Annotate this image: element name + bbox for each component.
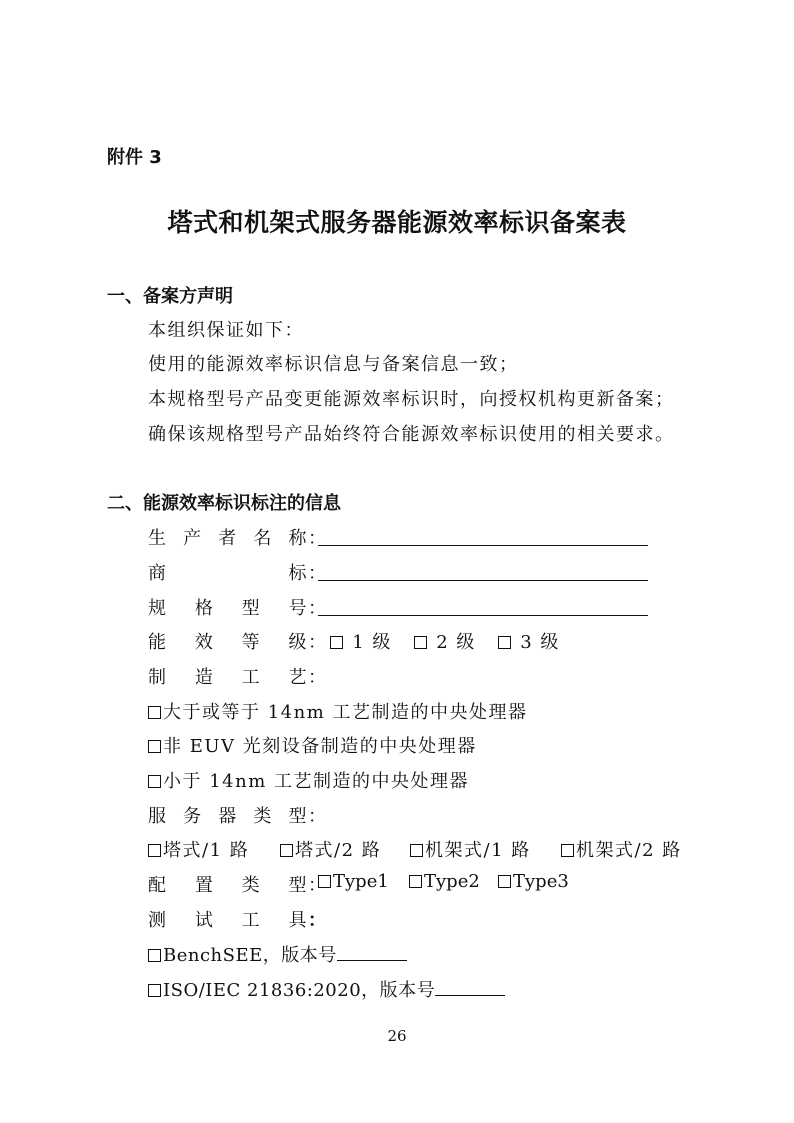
producer-name-field[interactable] [318, 527, 648, 546]
model-row [148, 594, 328, 620]
server-type-option[interactable] [148, 836, 249, 862]
label-char: 工 [241, 910, 262, 931]
checkbox-icon[interactable] [330, 636, 343, 649]
label-char: 服 [148, 806, 168, 827]
brand-label [148, 559, 308, 585]
process-row [148, 663, 328, 689]
label-char: 规 [148, 598, 168, 619]
label-char: 产 [183, 528, 203, 549]
label-char: 名 [253, 528, 273, 549]
checkbox-icon[interactable] [318, 875, 331, 888]
test-tool-option[interactable] [148, 941, 407, 967]
label-char: 型 [288, 875, 308, 896]
page-number: 26 [387, 1027, 407, 1045]
server-type-option-label: 机架式/1 路 [425, 840, 531, 861]
server-type-row [148, 802, 328, 828]
server-type-option[interactable] [410, 836, 531, 862]
test-tool-row [148, 906, 328, 932]
server-type-option-label: 塔式/1 路 [163, 840, 250, 861]
version-field[interactable] [435, 977, 505, 996]
label-char: 配 [148, 875, 168, 896]
producer-label [148, 524, 308, 550]
checkbox-icon[interactable] [148, 949, 161, 962]
test-tool-option-label: ISO/IEC 21836:2020，版本号 [163, 980, 436, 1001]
label-char: 类 [253, 806, 273, 827]
declaration-line: 本组织保证如下： [148, 320, 304, 341]
checkbox-icon[interactable] [280, 844, 293, 857]
config-type-option[interactable] [409, 871, 480, 892]
checkbox-icon[interactable] [410, 844, 423, 857]
section1-heading: 一、备案方声明 [107, 286, 233, 307]
checkbox-icon[interactable] [498, 875, 511, 888]
grade-row [148, 628, 328, 654]
checkbox-icon[interactable] [148, 706, 161, 719]
label-char: 务 [183, 806, 203, 827]
grade-label [148, 628, 308, 654]
label-char: 造 [194, 667, 215, 688]
label-char: 能 [148, 632, 168, 653]
process-option-label: 大于或等于 14nm 工艺制造的中央处理器 [163, 702, 528, 723]
test-tool-option[interactable] [148, 976, 505, 1002]
colon: ： [308, 563, 328, 584]
declaration-line: 本规格型号产品变更能源效率标识时，向授权机构更新备案； [148, 389, 675, 410]
attachment-label [107, 143, 162, 169]
colon: ： [308, 598, 328, 619]
config-type-label [148, 871, 308, 897]
process-option[interactable] [148, 767, 469, 793]
config-type-option[interactable] [498, 871, 569, 892]
checkbox-icon[interactable] [148, 740, 161, 753]
label-char: 效 [194, 632, 215, 653]
checkbox-icon[interactable] [409, 875, 422, 888]
colon: ： [308, 632, 328, 653]
label-char: 标 [288, 563, 308, 584]
server-type-option[interactable] [280, 836, 381, 862]
label-char: 制 [148, 667, 168, 688]
config-type-option-label: Type2 [424, 871, 480, 892]
colon: ： [308, 528, 328, 549]
server-type-label [148, 802, 308, 828]
label-char: 者 [218, 528, 238, 549]
label-char: 工 [241, 667, 262, 688]
checkbox-icon[interactable] [498, 636, 511, 649]
label-char: 型 [241, 598, 262, 619]
colon: ： [308, 910, 328, 931]
label-char: 试 [194, 910, 215, 931]
test-tool-option-label: BenchSEE，版本号 [163, 945, 337, 966]
brand-row [148, 559, 328, 585]
label-char: 测 [148, 910, 168, 931]
config-type-option-label: Type3 [513, 871, 569, 892]
label-char: 器 [218, 806, 238, 827]
label-char: 商 [148, 563, 168, 584]
server-type-option[interactable] [561, 836, 682, 862]
process-option[interactable] [148, 698, 528, 724]
label-char: 级 [288, 632, 308, 653]
label-char: 具 [288, 910, 308, 931]
checkbox-icon[interactable] [148, 844, 161, 857]
page-title: 塔式和机架式服务器能源效率标识备案表 [167, 208, 627, 237]
grade-option-1[interactable] [330, 628, 392, 654]
checkbox-icon[interactable] [414, 636, 427, 649]
label-char: 类 [241, 875, 262, 896]
test-tool-label [148, 906, 308, 932]
grade-option-2[interactable] [414, 628, 476, 654]
checkbox-icon[interactable] [561, 844, 574, 857]
process-option[interactable] [148, 732, 477, 758]
process-option-label: 非 EUV 光刻设备制造的中央处理器 [163, 736, 477, 757]
label-char: 称 [288, 528, 308, 549]
label-char: 等 [241, 632, 262, 653]
label-char: 号 [288, 598, 308, 619]
declaration-line: 使用的能源效率标识信息与备案信息一致； [148, 354, 519, 375]
attachment-text: 附件 3 [107, 147, 162, 168]
model-label [148, 594, 308, 620]
label-char: 艺 [288, 667, 308, 688]
server-type-option-label: 机架式/2 路 [576, 840, 682, 861]
version-field[interactable] [337, 942, 407, 961]
checkbox-icon[interactable] [148, 984, 161, 997]
server-type-option-label: 塔式/2 路 [295, 840, 382, 861]
grade-option-3[interactable] [498, 628, 560, 654]
config-type-option-label: Type1 [333, 871, 389, 892]
config-type-option[interactable] [318, 871, 389, 892]
producer-row [148, 524, 328, 550]
colon: ： [308, 667, 328, 688]
colon: ： [308, 806, 328, 827]
grade-option-label: 1 级 [352, 632, 392, 653]
colon: ： [308, 875, 328, 896]
checkbox-icon[interactable] [148, 775, 161, 788]
label-char: 置 [194, 875, 215, 896]
label-char: 格 [194, 598, 215, 619]
model-field[interactable] [318, 597, 648, 616]
label-char: 型 [288, 806, 308, 827]
grade-option-label: 2 级 [436, 632, 476, 653]
grade-option-label: 3 级 [520, 632, 560, 653]
brand-field[interactable] [318, 562, 648, 581]
section2-heading: 二、能源效率标识标注的信息 [107, 493, 341, 514]
process-option-label: 小于 14nm 工艺制造的中央处理器 [163, 771, 470, 792]
process-label [148, 663, 308, 689]
label-char: 生 [148, 528, 168, 549]
declaration-line: 确保该规格型号产品始终符合能源效率标识使用的相关要求。 [148, 424, 675, 445]
config-type-row [148, 871, 328, 897]
